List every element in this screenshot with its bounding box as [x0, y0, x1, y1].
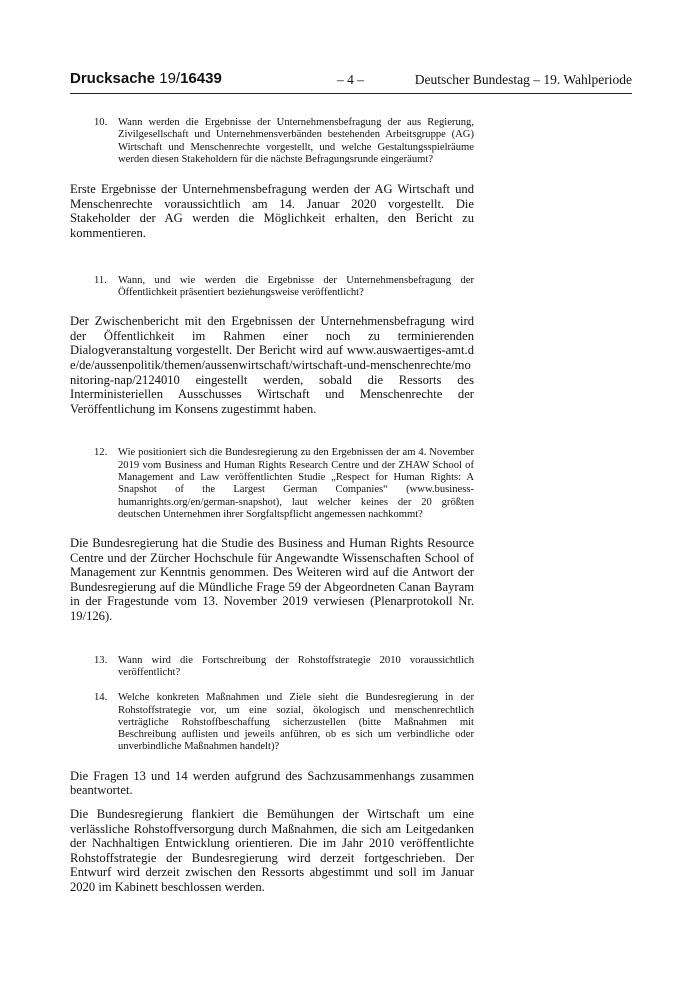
- question-text: Wann wird die Fortschreibung der Rohstoffstrategie 2010 voraussichtlich veröffentlicht?: [118, 654, 474, 678]
- question-number: 14.: [94, 692, 108, 704]
- question-number: 11.: [94, 274, 107, 286]
- question-text: Wie positioniert sich die Bundesregierung zu den Ergebnissen der am 4. November 2019 vom Business and Human Rights Research Centre und der ZHAW School of Management and Law veröffentlichten Studie „Respect for Human Rights: A Snapshot of the Largest German Companies“ (www.business-humanrights.org/en/german-snapshot), laut welcher keines der 20 größten deutschen Unternehmen ihrer Sorgfaltspflicht angemessen nachkommt?: [118, 447, 474, 520]
- question-12: [94, 447, 474, 521]
- question-10: [94, 117, 474, 166]
- answer-url: www.auswaertiges-amt.de/de/aussenpolitik/themen/aussenwirtschaft/wirtschaft-und-menschenrechte/monitoring-nap/2124010: [70, 343, 474, 387]
- page-header: [70, 68, 632, 90]
- answer-text: eingestellt werden, sobald die Ressorts des Interministeriellen Ausschusses Wirtschaft und Menschenrechte der Veröffentlichung im Konsens zugestimmt haben.: [70, 372, 474, 416]
- answer-10: Erste Ergebnisse der Unternehmensbefragung werden der AG Wirtschaft und Menschenrechte voraussichtlich am 14. Januar 2020 vorgestellt. Die Stakeholder der AG werden die Möglichkeit erhalten, den Bericht zu kommentieren.: [70, 182, 474, 240]
- question-number: 12.: [94, 447, 108, 459]
- question-13: [94, 654, 474, 680]
- answer-13-14-detail: Die Bundesregierung flankiert die Bemühungen der Wirtschaft um eine verlässliche Rohstoffversorgung durch Maßnahmen, die sich am Leitgedanken der Nachhaltigen Entwicklung orientieren. Die im Jahr 2010 veröffentlichte Rohstoffstrategie der Bundesregierung wird derzeit fortgeschrieben. Der Entwurf wird derzeit zwischen den Ressorts abgestimmt und soll im Januar 2020 im Kabinett beschlossen werden.: [70, 806, 474, 894]
- header-rule: [70, 93, 632, 94]
- doc-label: Drucksache: [70, 70, 156, 87]
- doc-number: 16439: [180, 70, 222, 87]
- answer-11: [70, 314, 474, 416]
- question-11: [94, 274, 474, 300]
- page-number: – 4 –: [337, 72, 364, 87]
- question-text: Wann, und wie werden die Ergebnisse der Unternehmensbefragung der Öffentlichkeit präsentiert beziehungsweise veröffentlicht?: [118, 274, 474, 298]
- page-body: [70, 117, 474, 894]
- question-text: Wann werden die Ergebnisse der Unternehmensbefragung der aus Regierung, Zivilgesellschaft und Unternehmensverbänden bestehenden Arbeitsgruppe (AG) Wirtschaft und Menschenrechte vorgestellt, und welche Gestaltungsspielräume werden diesen Stakeholdern für die nächste Befragungsrunde eingeräumt?: [118, 117, 474, 165]
- question-14: [94, 692, 474, 753]
- answer-text: Der Zwischenbericht mit den Ergebnissen der Unternehmensbefragung wird der Öffentlichkeit im Rahmen einer noch zu terminierenden Dialogveranstaltung vorgestellt. Der Bericht wird auf: [70, 314, 474, 358]
- question-number: 13.: [94, 654, 108, 666]
- question-text: Welche konkreten Maßnahmen und Ziele sieht die Bundesregierung in der Rohstoffstrategie vor, um eine sozial, ökologisch und menschenrechtlich verträgliche Rohstoffbeschaffung sicherzustellen (bitte Maßnahmen mit Beschreibung auflisten und jeweils anführen, ob es sich um verbindliche oder unverbindliche Maßnahmen handelt)?: [118, 692, 474, 753]
- document-number: [70, 70, 222, 87]
- answer-12: Die Bundesregierung hat die Studie des Business and Human Rights Resource Centre und der Zürcher Hochschule für Angewandte Wissenschaften School of Management zur Kenntnis genommen. Des Weiteren wird auf die Antwort der Bundesregierung auf die Mündliche Frage 59 der Abgeordneten Canan Bayram in der Fragestunde vom 13. November 2019 verwiesen (Plenarprotokoll Nr. 19/126).: [70, 536, 474, 624]
- answer-13-14: Die Fragen 13 und 14 werden aufgrund des Sachzusammenhangs zusammen beantwortet.: [70, 768, 474, 798]
- question-number: 10.: [94, 117, 108, 128]
- doc-number-prefix: 19/: [159, 70, 181, 87]
- issuer: Deutscher Bundestag – 19. Wahlperiode: [414, 72, 632, 87]
